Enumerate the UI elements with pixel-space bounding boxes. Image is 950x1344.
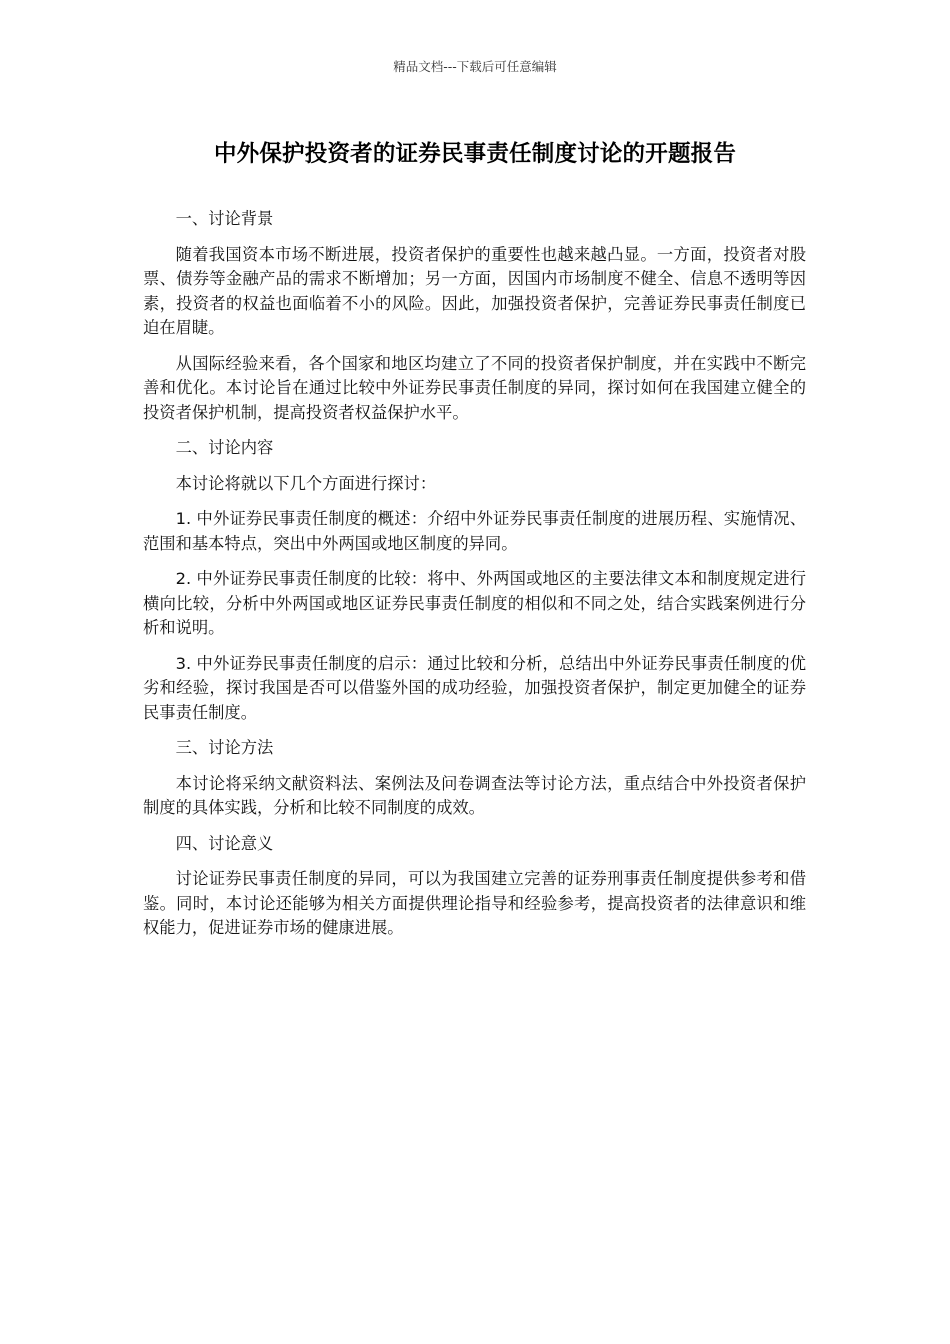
section-heading-content: 二、讨论内容 bbox=[175, 438, 274, 457]
document-body bbox=[143, 207, 806, 952]
list-item-content-1: 1. 中外证券民事责任制度的概述：介绍中外证券民事责任制度的进展历程、实施情况、范围和基本特点，突出中外两国或地区制度的异同。 bbox=[143, 509, 806, 553]
section-heading-background: 一、讨论背景 bbox=[175, 209, 274, 228]
paragraph-significance-1: 讨论证券民事责任制度的异同，可以为我国建立完善的证券刑事责任制度提供参考和借鉴。同时，本讨论还能够为相关方面提供理论指导和经验参考，提高投资者的法律意识和维权能力，促进证券市场的健康进展。 bbox=[143, 869, 806, 937]
paragraph-content-intro: 本讨论将就以下几个方面进行探讨： bbox=[175, 473, 437, 493]
header-note: 精品文档---下载后可任意编辑 bbox=[393, 59, 557, 74]
document-title: 中外保护投资者的证券民事责任制度讨论的开题报告 bbox=[213, 141, 737, 167]
section-heading-significance: 四、讨论意义 bbox=[175, 833, 274, 853]
paragraph-background-2: 从国际经验来看，各个国家和地区均建立了不同的投资者保护制度，并在实践中不断完善和优化。本讨论旨在通过比较中外证券民事责任制度的异同，探讨如何在我国建立健全的投资者保护机制，提高投资者权益保护水平。 bbox=[143, 353, 806, 422]
paragraph-background-1: 随着我国资本市场不断进展，投资者保护的重要性也越来越凸显。一方面，投资者对股票、债券等金融产品的需求不断增加；另一方面，因国内市场制度不健全、信息不透明等因素，投资者的权益也面临着不小的风险。因此，加强投资者保护，完善证券民事责任制度已迫在眉睫。 bbox=[143, 244, 806, 337]
section-heading-method: 三、讨论方法 bbox=[175, 738, 274, 757]
list-item-content-2: 2. 中外证券民事责任制度的比较：将中、外两国或地区的主要法律文本和制度规定进行横向比较，分析中外两国或地区证券民事责任制度的相似和不同之处，结合实践案例进行分析和说明。 bbox=[143, 569, 806, 637]
list-item-content-3: 3. 中外证券民事责任制度的启示：通过比较和分析，总结出中外证券民事责任制度的优劣和经验，探讨我国是否可以借鉴外国的成功经验，加强投资者保护，制定更加健全的证券民事责任制度。 bbox=[143, 653, 806, 722]
paragraph-method-1: 本讨论将采纳文献资料法、案例法及问卷调查法等讨论方法，重点结合中外投资者保护制度的具体实践，分析和比较不同制度的成效。 bbox=[143, 773, 806, 817]
